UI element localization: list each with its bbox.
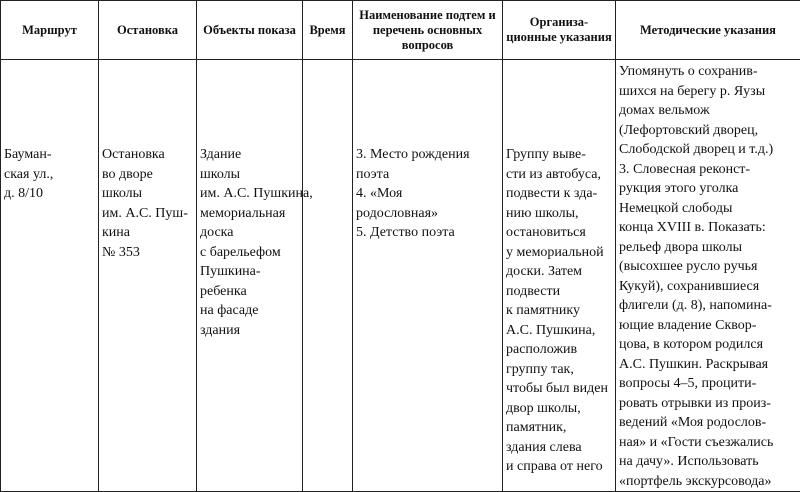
header-method: Методические указания bbox=[616, 1, 800, 60]
cell-route bbox=[1, 60, 99, 492]
cell-objects bbox=[197, 60, 303, 492]
text-line: во дворе bbox=[102, 165, 193, 185]
text-line: поэта bbox=[356, 165, 499, 185]
text-line: А.С. Пушкина, bbox=[506, 321, 612, 341]
text-line: Слободской дворец и т.д.) bbox=[619, 140, 797, 160]
text-line: «портфель экскурсовода» bbox=[619, 472, 797, 492]
text-line: здания bbox=[200, 321, 299, 341]
text-line: Упомянуть о сохранив- bbox=[619, 62, 797, 82]
text-line: Кукуй), сохранившиеся bbox=[619, 277, 797, 297]
header-stop: Остановка bbox=[99, 1, 197, 60]
text-line: нию школы, bbox=[506, 204, 612, 224]
header-route: Маршрут bbox=[1, 1, 99, 60]
text-line: ская ул., bbox=[4, 165, 95, 185]
text-line: им. А.С. Пушкина, bbox=[200, 184, 299, 204]
text-line: на фасаде bbox=[200, 301, 299, 321]
text-line: остановиться bbox=[506, 223, 612, 243]
text-line: 5. Детство поэта bbox=[356, 223, 499, 243]
text-line: Немецкой слободы bbox=[619, 199, 797, 219]
text-line: школы bbox=[102, 184, 193, 204]
text-line: ребенка bbox=[200, 282, 299, 302]
text-line: домах вельмож bbox=[619, 101, 797, 121]
text-line: группу так, bbox=[506, 360, 612, 380]
text-line: вопросы 4–5, процити- bbox=[619, 374, 797, 394]
text-line: и справа от него bbox=[506, 457, 612, 477]
text-line: доска bbox=[200, 223, 299, 243]
text-line: двор школы, bbox=[506, 399, 612, 419]
text-line: ная» и «Гости съезжались bbox=[619, 433, 797, 453]
text-line: рукция этого уголка bbox=[619, 179, 797, 199]
text-line: А.С. Пушкин. Раскрывая bbox=[619, 355, 797, 375]
text-line: конца XVIII в. Показать: bbox=[619, 218, 797, 238]
text-line: Бауман- bbox=[4, 145, 95, 165]
text-line: им. А.С. Пуш- bbox=[102, 204, 193, 224]
text-line: 3. Словесная реконст- bbox=[619, 160, 797, 180]
cell-stop bbox=[99, 60, 197, 492]
header-subtopics: Наименование подтем и перечень основных вопросов bbox=[353, 1, 503, 60]
text-line: флигели (д. 8), напомина- bbox=[619, 296, 797, 316]
text-line: Здание bbox=[200, 145, 299, 165]
header-org: Организа-ционные указания bbox=[503, 1, 616, 60]
text-line: цова, в котором родился bbox=[619, 335, 797, 355]
text-line: 3. Место рождения bbox=[356, 145, 499, 165]
text-line: кина bbox=[102, 223, 193, 243]
text-line: доски. Затем bbox=[506, 262, 612, 282]
text-line: Группу выве- bbox=[506, 145, 612, 165]
text-line: к памятнику bbox=[506, 301, 612, 321]
text-line: ведений «Моя родослов- bbox=[619, 413, 797, 433]
text-line: д. 8/10 bbox=[4, 184, 95, 204]
cell-subtopics bbox=[353, 60, 503, 492]
text-line: Пушкина- bbox=[200, 262, 299, 282]
header-row bbox=[1, 1, 800, 60]
text-line: родословная» bbox=[356, 204, 499, 224]
table-row bbox=[1, 60, 800, 492]
cell-time bbox=[303, 60, 353, 492]
text-line: ровать отрывки из произ- bbox=[619, 394, 797, 414]
text-line: на дачу». Использовать bbox=[619, 452, 797, 472]
header-objects: Объекты показа bbox=[197, 1, 303, 60]
text-line: школы bbox=[200, 165, 299, 185]
text-line: здания слева bbox=[506, 438, 612, 458]
text-line: № 353 bbox=[102, 243, 193, 263]
text-line: с барельефом bbox=[200, 243, 299, 263]
text-line: памятник, bbox=[506, 418, 612, 438]
cell-method bbox=[616, 60, 800, 492]
text-line: расположив bbox=[506, 340, 612, 360]
text-line: мемориальная bbox=[200, 204, 299, 224]
header-time: Время bbox=[303, 1, 353, 60]
text-line: шихся на берегу р. Яузы bbox=[619, 82, 797, 102]
text-line: у мемориальной bbox=[506, 243, 612, 263]
text-line: 4. «Моя bbox=[356, 184, 499, 204]
text-line: подвести к зда- bbox=[506, 184, 612, 204]
text-line: чтобы был виден bbox=[506, 379, 612, 399]
text-line: ющие владение Сквор- bbox=[619, 316, 797, 336]
text-line: сти из автобуса, bbox=[506, 165, 612, 185]
text-line: подвести bbox=[506, 282, 612, 302]
text-line: Остановка bbox=[102, 145, 193, 165]
text-line: (Лефортовский дворец, bbox=[619, 121, 797, 141]
text-line: рельеф двора школы bbox=[619, 238, 797, 258]
cell-org bbox=[503, 60, 616, 492]
text-line: (высохшее русло ручья bbox=[619, 257, 797, 277]
